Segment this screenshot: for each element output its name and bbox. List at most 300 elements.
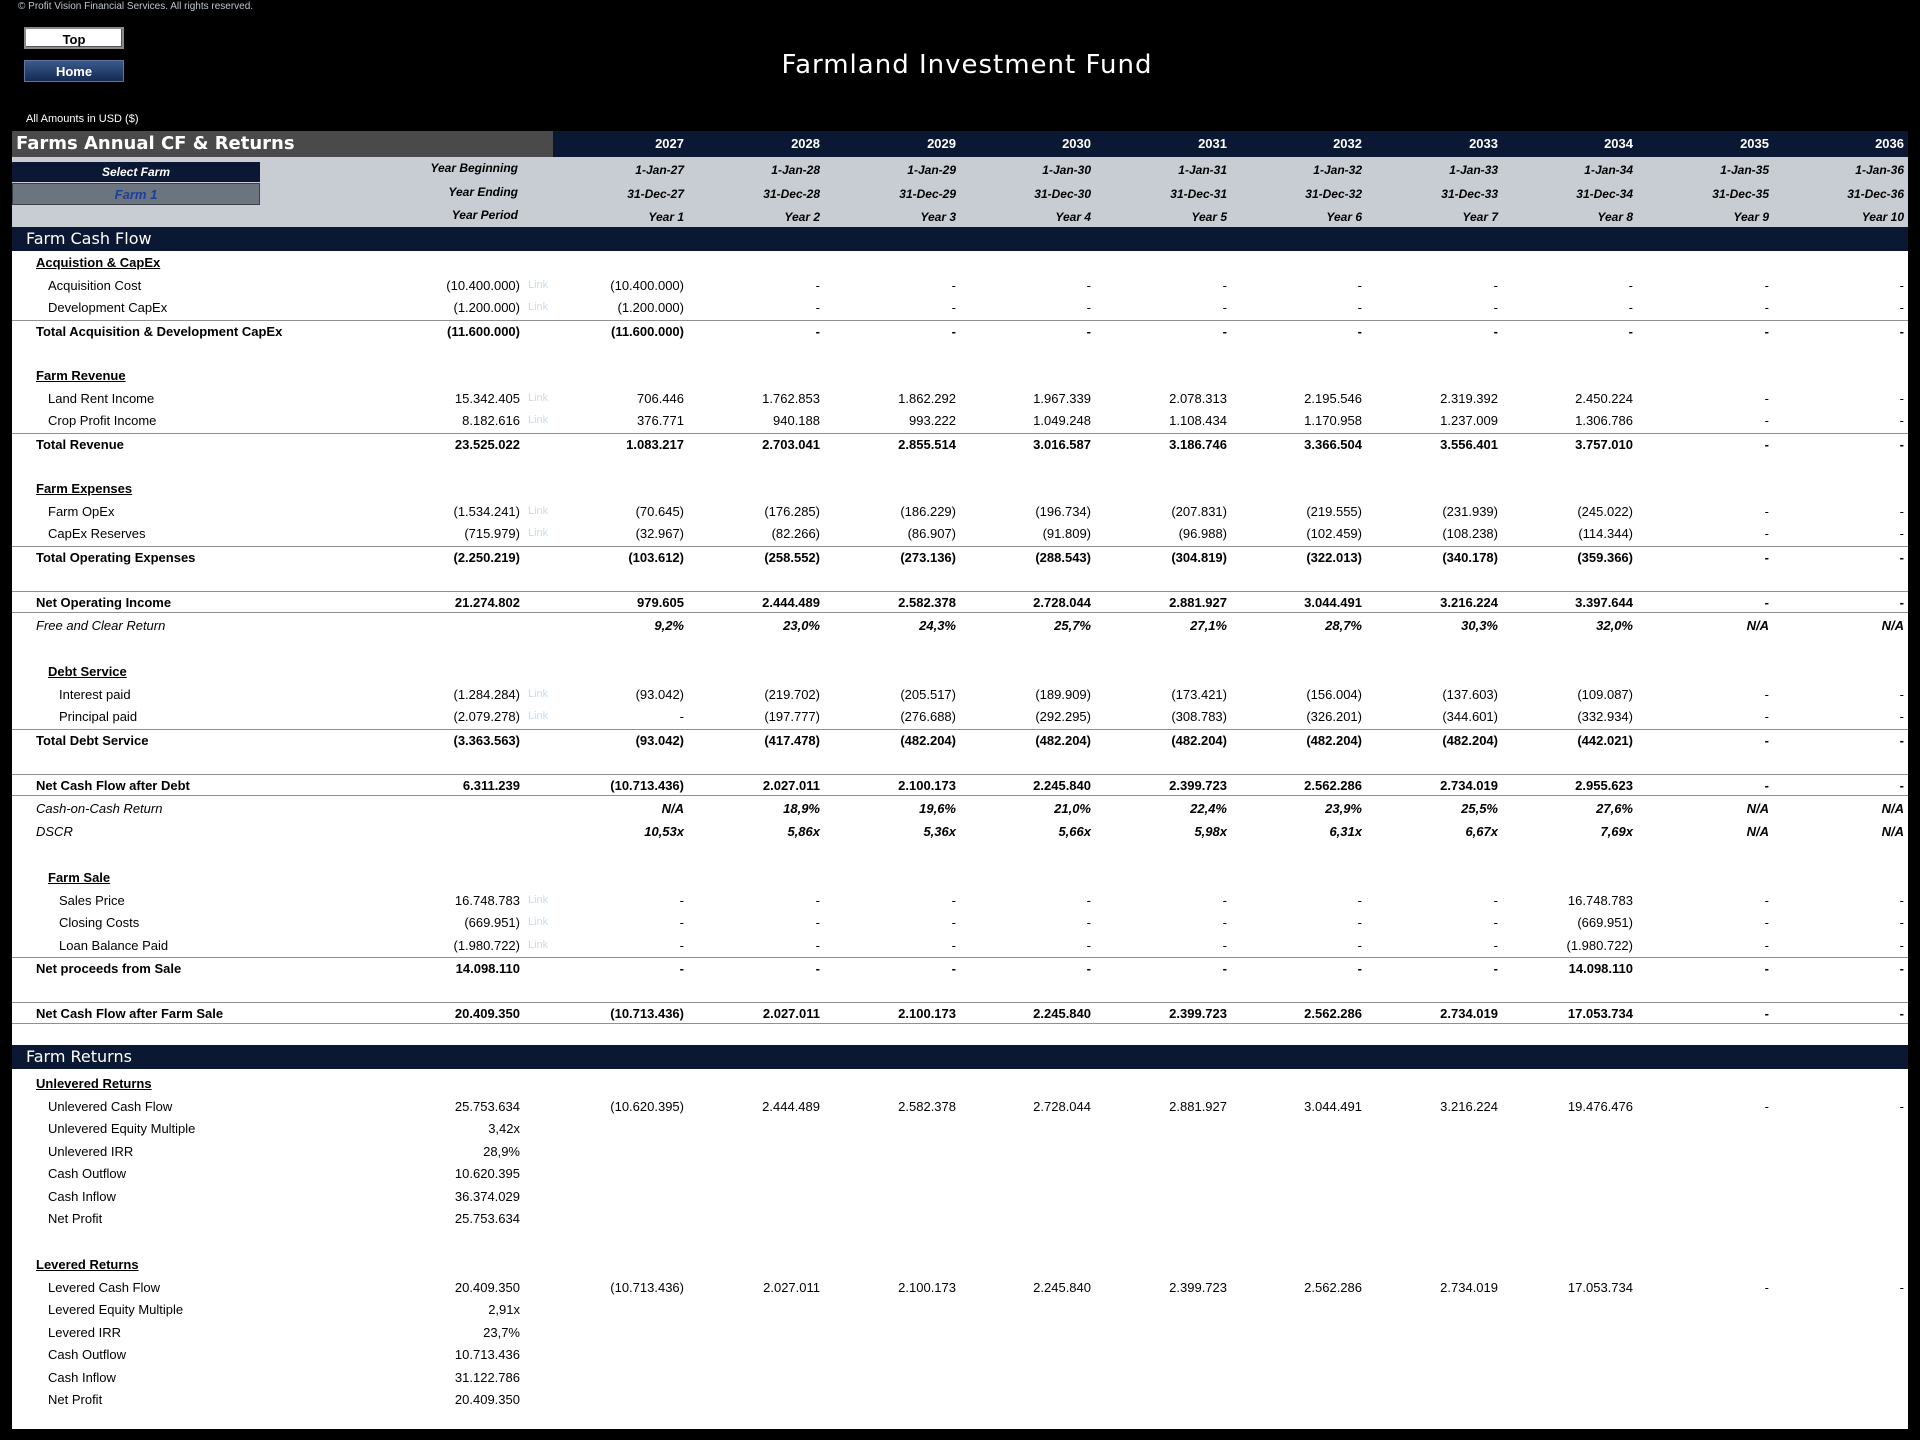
table-row (12, 1118, 1908, 1140)
year-value-cell: - (1086, 915, 1091, 930)
table-row (12, 798, 1908, 820)
year-value-cell: - (1222, 300, 1227, 315)
year-value-cell: - (951, 938, 956, 953)
row-total: 28,9% (483, 1144, 520, 1159)
year-value-cell: (276.688) (900, 709, 956, 724)
year-end-cell: 31-Dec-29 (899, 187, 956, 201)
year-header: 2035 (1740, 136, 1769, 151)
year-end-cell: 31-Dec-32 (1305, 187, 1362, 201)
year-value-cell: 2.078.313 (1169, 391, 1227, 406)
year-value-cell: N/A (1746, 824, 1769, 839)
row-label: Farm OpEx (48, 504, 115, 519)
year-value-cell: N/A (661, 801, 684, 816)
year-value-cell: (340.178) (1442, 550, 1498, 565)
year-value-cell: 19,6% (919, 801, 956, 816)
table-row (12, 388, 1908, 410)
year-value-cell: (11.600.000) (610, 324, 684, 339)
row-label: Cash Outflow (48, 1347, 127, 1362)
home-button[interactable]: Home (24, 60, 124, 82)
year-value-cell: - (1764, 687, 1769, 702)
year-value-cell: 2.399.723 (1169, 778, 1227, 793)
link-icon[interactable]: Link (528, 688, 549, 700)
year-value-cell: (219.702) (764, 687, 820, 702)
row-total: (11.600.000) (446, 324, 520, 339)
year-value-cell: 2.100.173 (898, 1006, 956, 1021)
year-value-cell: - (1899, 687, 1904, 702)
row-label: Total Acquisition & Development CapEx (36, 324, 283, 339)
year-value-cell: 2.450.224 (1575, 391, 1633, 406)
year-period-cell: Year 3 (920, 210, 956, 224)
table-row (12, 661, 1908, 683)
year-value-cell: - (1357, 278, 1362, 293)
year-value-cell: 1.762.853 (762, 391, 820, 406)
year-value-cell: - (1493, 938, 1498, 953)
row-label: Development CapEx (48, 300, 168, 315)
year-value-cell: 5,98x (1194, 824, 1227, 839)
row-label: Net proceeds from Sale (36, 961, 182, 976)
year-value-cell: - (1357, 300, 1362, 315)
year-begin-cell: 1-Jan-28 (771, 163, 820, 177)
table-row (12, 774, 1908, 796)
year-value-cell: 3.397.644 (1575, 595, 1633, 610)
table-row (12, 252, 1908, 274)
currency-label: All Amounts in USD ($) (26, 113, 139, 125)
year-value-cell: 3.757.010 (1575, 437, 1633, 452)
year-header: 2033 (1469, 136, 1498, 151)
year-value-cell: 3.216.224 (1440, 1099, 1498, 1114)
year-value-cell: 10,53x (644, 824, 684, 839)
year-value-cell: - (1222, 278, 1227, 293)
year-value-cell: - (815, 300, 820, 315)
year-value-cell: - (679, 915, 684, 930)
year-value-cell: N/A (1746, 618, 1769, 633)
table-row (12, 1344, 1908, 1366)
year-value-cell: 3.366.504 (1304, 437, 1362, 452)
sheet-title: Farms Annual CF & Returns (12, 131, 553, 157)
table-row (12, 1367, 1908, 1389)
row-total: 16.748.783 (454, 893, 520, 908)
year-value-cell: - (1899, 709, 1904, 724)
year-value-cell: - (1764, 1099, 1769, 1114)
row-total: 3,42x (488, 1121, 520, 1136)
year-begin-cell: 1-Jan-29 (907, 163, 956, 177)
table-row (12, 867, 1908, 889)
year-end-cell: 31-Dec-35 (1712, 187, 1769, 201)
year-value-cell: 2.728.044 (1033, 1099, 1091, 1114)
link-icon[interactable]: Link (528, 414, 549, 426)
year-header: 2030 (1062, 136, 1091, 151)
year-value-cell: - (1628, 300, 1633, 315)
year-value-cell: - (1764, 709, 1769, 724)
year-value-cell: - (1899, 733, 1904, 748)
row-total: 20.409.350 (454, 1392, 520, 1407)
year-value-cell: 5,36x (923, 824, 956, 839)
year-header: 2029 (927, 136, 956, 151)
year-value-cell: - (1899, 893, 1904, 908)
page-title: Farmland Investment Fund (781, 50, 1153, 80)
year-value-cell: 16.748.783 (1567, 893, 1633, 908)
year-value-cell: 2.881.927 (1169, 1099, 1227, 1114)
year-begin-cell: 1-Jan-30 (1042, 163, 1091, 177)
year-value-cell: 21,0% (1054, 801, 1091, 816)
table-row (12, 684, 1908, 706)
table-row (12, 615, 1908, 637)
row-label: Net Operating Income (36, 595, 172, 610)
year-value-cell: 1.108.434 (1169, 413, 1227, 428)
year-value-cell: - (1357, 938, 1362, 953)
table-row (12, 433, 1908, 455)
row-total: (10.400.000) (446, 278, 520, 293)
year-value-cell: (197.777) (764, 709, 820, 724)
row-label: Cash Outflow (48, 1166, 127, 1181)
year-period-cell: Year 5 (1191, 210, 1227, 224)
row-label: Acquistion & CapEx (36, 255, 161, 270)
year-value-cell: - (1764, 504, 1769, 519)
year-value-cell: (186.229) (900, 504, 956, 519)
year-value-cell: - (815, 893, 820, 908)
year-value-cell: - (1764, 915, 1769, 930)
year-value-cell: - (1899, 437, 1904, 452)
year-begin-cell: 1-Jan-33 (1449, 163, 1498, 177)
year-value-cell: 2.562.286 (1304, 778, 1362, 793)
year-value-cell: N/A (1881, 824, 1904, 839)
row-label: Cash-on-Cash Return (36, 801, 163, 816)
year-header: 2034 (1604, 136, 1633, 151)
year-value-cell: - (1628, 324, 1633, 339)
year-value-cell: 940.188 (773, 413, 820, 428)
year-value-cell: - (1086, 938, 1091, 953)
row-label: Levered Returns (36, 1257, 139, 1272)
table-row (12, 912, 1908, 934)
year-value-cell: (137.603) (1442, 687, 1498, 702)
year-value-cell: (288.543) (1035, 550, 1091, 565)
row-label: Farm Expenses (36, 481, 133, 496)
table-row (12, 501, 1908, 523)
row-label: Unlevered IRR (48, 1144, 134, 1159)
year-value-cell: - (1764, 324, 1769, 339)
year-value-cell: - (1764, 413, 1769, 428)
row-label: Farm Sale (48, 870, 111, 885)
year-value-cell: - (951, 961, 956, 976)
year-value-cell: (332.934) (1577, 709, 1633, 724)
row-total: 25.753.634 (454, 1099, 520, 1114)
year-value-cell: 30,3% (1461, 618, 1498, 633)
table-row (12, 275, 1908, 297)
row-total: 20.409.350 (454, 1006, 520, 1021)
row-total: 14.098.110 (455, 961, 520, 976)
row-label: Net Profit (48, 1211, 103, 1226)
year-end-cell: 31-Dec-31 (1170, 187, 1227, 201)
top-button[interactable]: Top (24, 27, 124, 49)
table-row (12, 410, 1908, 432)
table-row (12, 1141, 1908, 1163)
table-row (12, 523, 1908, 545)
year-value-cell: 993.222 (909, 413, 956, 428)
row-total: (3.363.563) (453, 733, 520, 748)
row-label: Crop Profit Income (48, 413, 157, 428)
year-value-cell: - (1899, 504, 1904, 519)
year-value-cell: - (1493, 961, 1498, 976)
year-ending-label: Year Ending (448, 185, 518, 199)
row-label: Sales Price (59, 893, 125, 908)
table-row (12, 1073, 1908, 1095)
row-total: 21.274.802 (454, 595, 520, 610)
year-value-cell: - (951, 893, 956, 908)
year-value-cell: 19.476.476 (1567, 1099, 1633, 1114)
year-value-cell: N/A (1881, 618, 1904, 633)
row-label: Principal paid (59, 709, 138, 724)
row-total: 15.342.405 (454, 391, 520, 406)
year-value-cell: 3.044.491 (1304, 1099, 1362, 1114)
year-value-cell: (326.201) (1306, 709, 1362, 724)
year-value-cell: - (1086, 278, 1091, 293)
year-value-cell: (108.238) (1442, 526, 1498, 541)
year-value-cell: - (1493, 300, 1498, 315)
year-value-cell: - (1899, 391, 1904, 406)
row-total: 36.374.029 (454, 1189, 520, 1204)
year-end-cell: 31-Dec-33 (1441, 187, 1498, 201)
year-value-cell: (292.295) (1035, 709, 1091, 724)
year-value-cell: - (1764, 893, 1769, 908)
row-total: (669.951) (464, 915, 520, 930)
year-value-cell: (176.285) (764, 504, 820, 519)
table-row (12, 320, 1908, 342)
year-value-cell: 2.245.840 (1033, 1280, 1091, 1295)
year-header: 2028 (791, 136, 820, 151)
year-value-cell: 27,6% (1596, 801, 1633, 816)
year-value-cell: - (1357, 915, 1362, 930)
row-label: Interest paid (59, 687, 131, 702)
year-value-cell: (96.988) (1178, 526, 1227, 541)
year-value-cell: 2.444.489 (762, 1099, 820, 1114)
year-value-cell: 2.582.378 (898, 595, 956, 610)
year-value-cell: - (1086, 324, 1091, 339)
link-icon[interactable]: Link (528, 505, 549, 517)
year-value-cell: (258.552) (764, 550, 820, 565)
year-value-cell: (156.004) (1306, 687, 1362, 702)
row-label: Levered Cash Flow (48, 1280, 160, 1295)
row-label: Net Cash Flow after Farm Sale (36, 1006, 224, 1021)
year-value-cell: - (1357, 893, 1362, 908)
table-row (12, 1254, 1908, 1276)
year-value-cell: (82.266) (771, 526, 820, 541)
year-value-cell: 2.734.019 (1440, 1280, 1498, 1295)
year-value-cell: - (1764, 1006, 1769, 1021)
year-value-cell: (482.204) (900, 733, 956, 748)
table-row (12, 1299, 1908, 1321)
year-period-cell: Year 8 (1597, 210, 1633, 224)
link-icon[interactable]: Link (528, 301, 549, 313)
year-header: 2032 (1333, 136, 1362, 151)
row-label: Cash Inflow (48, 1189, 116, 1204)
row-label: CapEx Reserves (48, 526, 146, 541)
year-value-cell: 17.053.734 (1567, 1006, 1633, 1021)
year-value-cell: 3.216.224 (1440, 595, 1498, 610)
year-value-cell: - (1899, 413, 1904, 428)
year-value-cell: - (1899, 961, 1904, 976)
row-label: Unlevered Returns (36, 1076, 152, 1091)
year-value-cell: 2.027.011 (762, 778, 820, 793)
year-value-cell: (1.200.000) (617, 300, 684, 315)
table-row (12, 729, 1908, 751)
farm-selector[interactable]: Farm 1 (12, 183, 260, 205)
row-total: (1.980.722) (453, 938, 520, 953)
year-value-cell: - (1628, 278, 1633, 293)
year-value-cell: (308.783) (1171, 709, 1227, 724)
year-value-cell: (109.087) (1577, 687, 1633, 702)
year-value-cell: 1.862.292 (898, 391, 956, 406)
table-row (12, 935, 1908, 957)
year-value-cell: - (1899, 300, 1904, 315)
year-value-cell: 2.734.019 (1440, 778, 1498, 793)
row-label: DSCR (36, 824, 73, 839)
row-label: Unlevered Cash Flow (48, 1099, 173, 1114)
year-header-bar (12, 131, 1908, 157)
year-value-cell: - (1222, 961, 1227, 976)
table-row (12, 1277, 1908, 1299)
year-value-cell: 2.319.392 (1440, 391, 1498, 406)
year-value-cell: (114.344) (1578, 526, 1633, 541)
row-total: (1.534.241) (453, 504, 520, 519)
year-value-cell: - (1493, 893, 1498, 908)
row-label: Levered IRR (48, 1325, 121, 1340)
year-header: 2031 (1198, 136, 1227, 151)
year-value-cell: 3.186.746 (1169, 437, 1227, 452)
year-value-cell: - (1899, 1099, 1904, 1114)
year-value-cell: 28,7% (1325, 618, 1362, 633)
year-value-cell: 2.955.623 (1575, 778, 1633, 793)
year-value-cell: (70.645) (635, 504, 684, 519)
year-value-cell: 2.195.546 (1304, 391, 1362, 406)
year-value-cell: (102.459) (1306, 526, 1362, 541)
year-value-cell: - (1899, 1280, 1904, 1295)
year-period-cell: Year 7 (1462, 210, 1498, 224)
table-row (12, 1002, 1908, 1024)
row-label: Closing Costs (59, 915, 140, 930)
year-value-cell: 25,5% (1461, 801, 1498, 816)
year-value-cell: (482.204) (1306, 733, 1362, 748)
year-value-cell: - (679, 709, 684, 724)
year-value-cell: 2.399.723 (1169, 1280, 1227, 1295)
table-row (12, 1186, 1908, 1208)
table-row (12, 1208, 1908, 1230)
year-begin-cell: 1-Jan-27 (635, 163, 684, 177)
link-icon[interactable]: Link (528, 527, 549, 539)
year-value-cell: - (1222, 915, 1227, 930)
row-label: Free and Clear Return (36, 618, 166, 633)
year-value-cell: (10.713.436) (610, 1006, 684, 1021)
year-period-cell: Year 2 (784, 210, 820, 224)
year-value-cell: 27,1% (1190, 618, 1227, 633)
year-value-cell: N/A (1881, 801, 1904, 816)
link-icon[interactable]: Link (528, 939, 549, 951)
year-value-cell: 376.771 (637, 413, 684, 428)
row-total: 8.182.616 (462, 413, 520, 428)
year-value-cell: - (1899, 550, 1904, 565)
row-label: Unlevered Equity Multiple (48, 1121, 196, 1136)
year-value-cell: (196.734) (1035, 504, 1091, 519)
year-value-cell: - (951, 300, 956, 315)
year-value-cell: - (1493, 278, 1498, 293)
cash-flow-section-title: Farm Cash Flow (12, 227, 1908, 251)
table-row (12, 1163, 1908, 1185)
table-row (12, 297, 1908, 319)
year-value-cell: - (679, 938, 684, 953)
year-beginning-label: Year Beginning (430, 161, 518, 175)
year-begin-cell: 1-Jan-31 (1178, 163, 1227, 177)
row-label: Total Revenue (36, 437, 124, 452)
year-value-cell: - (815, 324, 820, 339)
link-icon[interactable]: Link (528, 916, 549, 928)
row-label: Total Operating Expenses (36, 550, 196, 565)
year-value-cell: - (1086, 893, 1091, 908)
row-label: Net Profit (48, 1392, 103, 1407)
year-value-cell: (482.204) (1035, 733, 1091, 748)
row-total: 6.311.239 (462, 778, 520, 793)
year-value-cell: (207.831) (1171, 504, 1227, 519)
period-band (12, 157, 1908, 227)
year-value-cell: (669.951) (1577, 915, 1633, 930)
year-value-cell: 2.562.286 (1304, 1280, 1362, 1295)
year-value-cell: 2.562.286 (1304, 1006, 1362, 1021)
year-value-cell: (173.421) (1171, 687, 1227, 702)
year-end-cell: 31-Dec-30 (1034, 187, 1091, 201)
year-value-cell: 2.734.019 (1440, 1006, 1498, 1021)
row-label: Land Rent Income (48, 391, 155, 406)
row-total: 10.620.395 (454, 1166, 520, 1181)
year-value-cell: - (1222, 938, 1227, 953)
year-value-cell: 5,66x (1058, 824, 1091, 839)
year-value-cell: 18,9% (783, 801, 820, 816)
row-label: Total Debt Service (36, 733, 149, 748)
link-icon[interactable]: Link (528, 392, 549, 404)
year-value-cell: 2.245.840 (1033, 778, 1091, 793)
link-icon[interactable]: Link (528, 710, 549, 722)
year-value-cell: (219.555) (1306, 504, 1362, 519)
year-value-cell: - (815, 938, 820, 953)
year-value-cell: - (815, 915, 820, 930)
year-value-cell: - (1764, 300, 1769, 315)
year-value-cell: - (1222, 893, 1227, 908)
year-value-cell: (10.713.436) (610, 778, 684, 793)
year-value-cell: 25,7% (1054, 618, 1091, 633)
year-value-cell: (417.478) (764, 733, 820, 748)
year-value-cell: - (1764, 391, 1769, 406)
year-value-cell: 2.027.011 (762, 1006, 820, 1021)
table-row (12, 1096, 1908, 1118)
year-value-cell: 3.016.587 (1033, 437, 1091, 452)
year-value-cell: - (1899, 915, 1904, 930)
year-value-cell: (189.909) (1035, 687, 1091, 702)
year-value-cell: - (815, 961, 820, 976)
year-value-cell: 5,86x (787, 824, 820, 839)
table-row (12, 890, 1908, 912)
year-end-cell: 31-Dec-28 (763, 187, 820, 201)
link-icon[interactable]: Link (528, 894, 549, 906)
year-value-cell: - (1764, 961, 1769, 976)
year-value-cell: (359.366) (1577, 550, 1633, 565)
year-value-cell: - (1899, 526, 1904, 541)
year-value-cell: - (815, 278, 820, 293)
year-header: 2027 (655, 136, 684, 151)
year-value-cell: - (1764, 278, 1769, 293)
year-value-cell: 979.605 (637, 595, 684, 610)
year-value-cell: 9,2% (654, 618, 684, 633)
row-total: (1.200.000) (453, 300, 520, 315)
table-row (12, 365, 1908, 387)
year-value-cell: 2.100.173 (898, 778, 956, 793)
link-icon[interactable]: Link (528, 279, 549, 291)
